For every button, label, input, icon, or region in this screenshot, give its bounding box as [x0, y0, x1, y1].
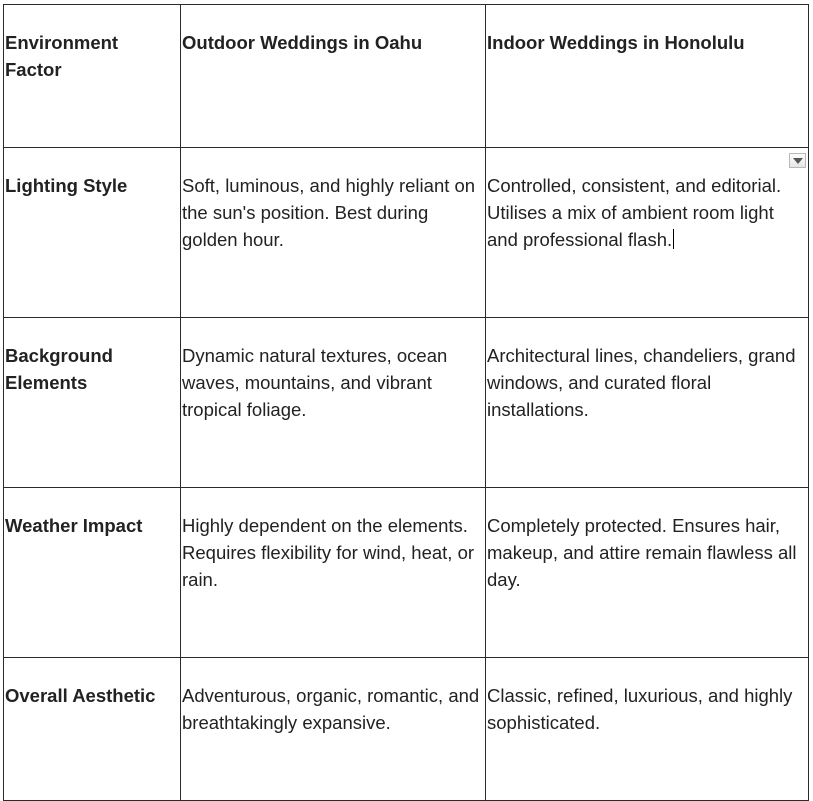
row-outdoor-cell[interactable]: Dynamic natural textures, ocean waves, mountains, and vibrant tropical foliage.: [181, 318, 486, 488]
row-factor-cell[interactable]: Overall Aesthetic: [4, 658, 181, 801]
row-outdoor-cell[interactable]: Adventurous, organic, romantic, and breathtakingly expansive.: [181, 658, 486, 801]
table-row: [4, 318, 809, 488]
table-header-row: [4, 5, 809, 148]
row-indoor-cell[interactable]: Completely protected. Ensures hair, makeup, and attire remain flawless all day.: [486, 488, 809, 658]
header-cell-environment-factor[interactable]: Environment Factor: [4, 5, 181, 148]
row-factor-cell[interactable]: Lighting Style: [4, 148, 181, 318]
chevron-down-icon[interactable]: [789, 153, 806, 168]
table-row: [4, 658, 809, 801]
table-row: [4, 488, 809, 658]
text-cursor: [673, 229, 674, 249]
row-indoor-text[interactable]: Controlled, consistent, and editorial. Utilises a mix of ambient room light and professional flash.: [487, 175, 782, 250]
row-factor-cell[interactable]: Weather Impact: [4, 488, 181, 658]
row-indoor-cell[interactable]: Architectural lines, chandeliers, grand windows, and curated floral installations.: [486, 318, 809, 488]
table-row: [4, 148, 809, 318]
row-outdoor-cell[interactable]: Highly dependent on the elements. Requires flexibility for wind, heat, or rain.: [181, 488, 486, 658]
row-factor-cell[interactable]: Background Elements: [4, 318, 181, 488]
comparison-table: [3, 4, 809, 801]
row-indoor-cell-active[interactable]: [486, 148, 809, 318]
header-cell-indoor[interactable]: Indoor Weddings in Honolulu: [486, 5, 809, 148]
header-cell-outdoor[interactable]: Outdoor Weddings in Oahu: [181, 5, 486, 148]
row-indoor-cell[interactable]: Classic, refined, luxurious, and highly sophisticated.: [486, 658, 809, 801]
row-outdoor-cell[interactable]: Soft, luminous, and highly reliant on the sun's position. Best during golden hour.: [181, 148, 486, 318]
